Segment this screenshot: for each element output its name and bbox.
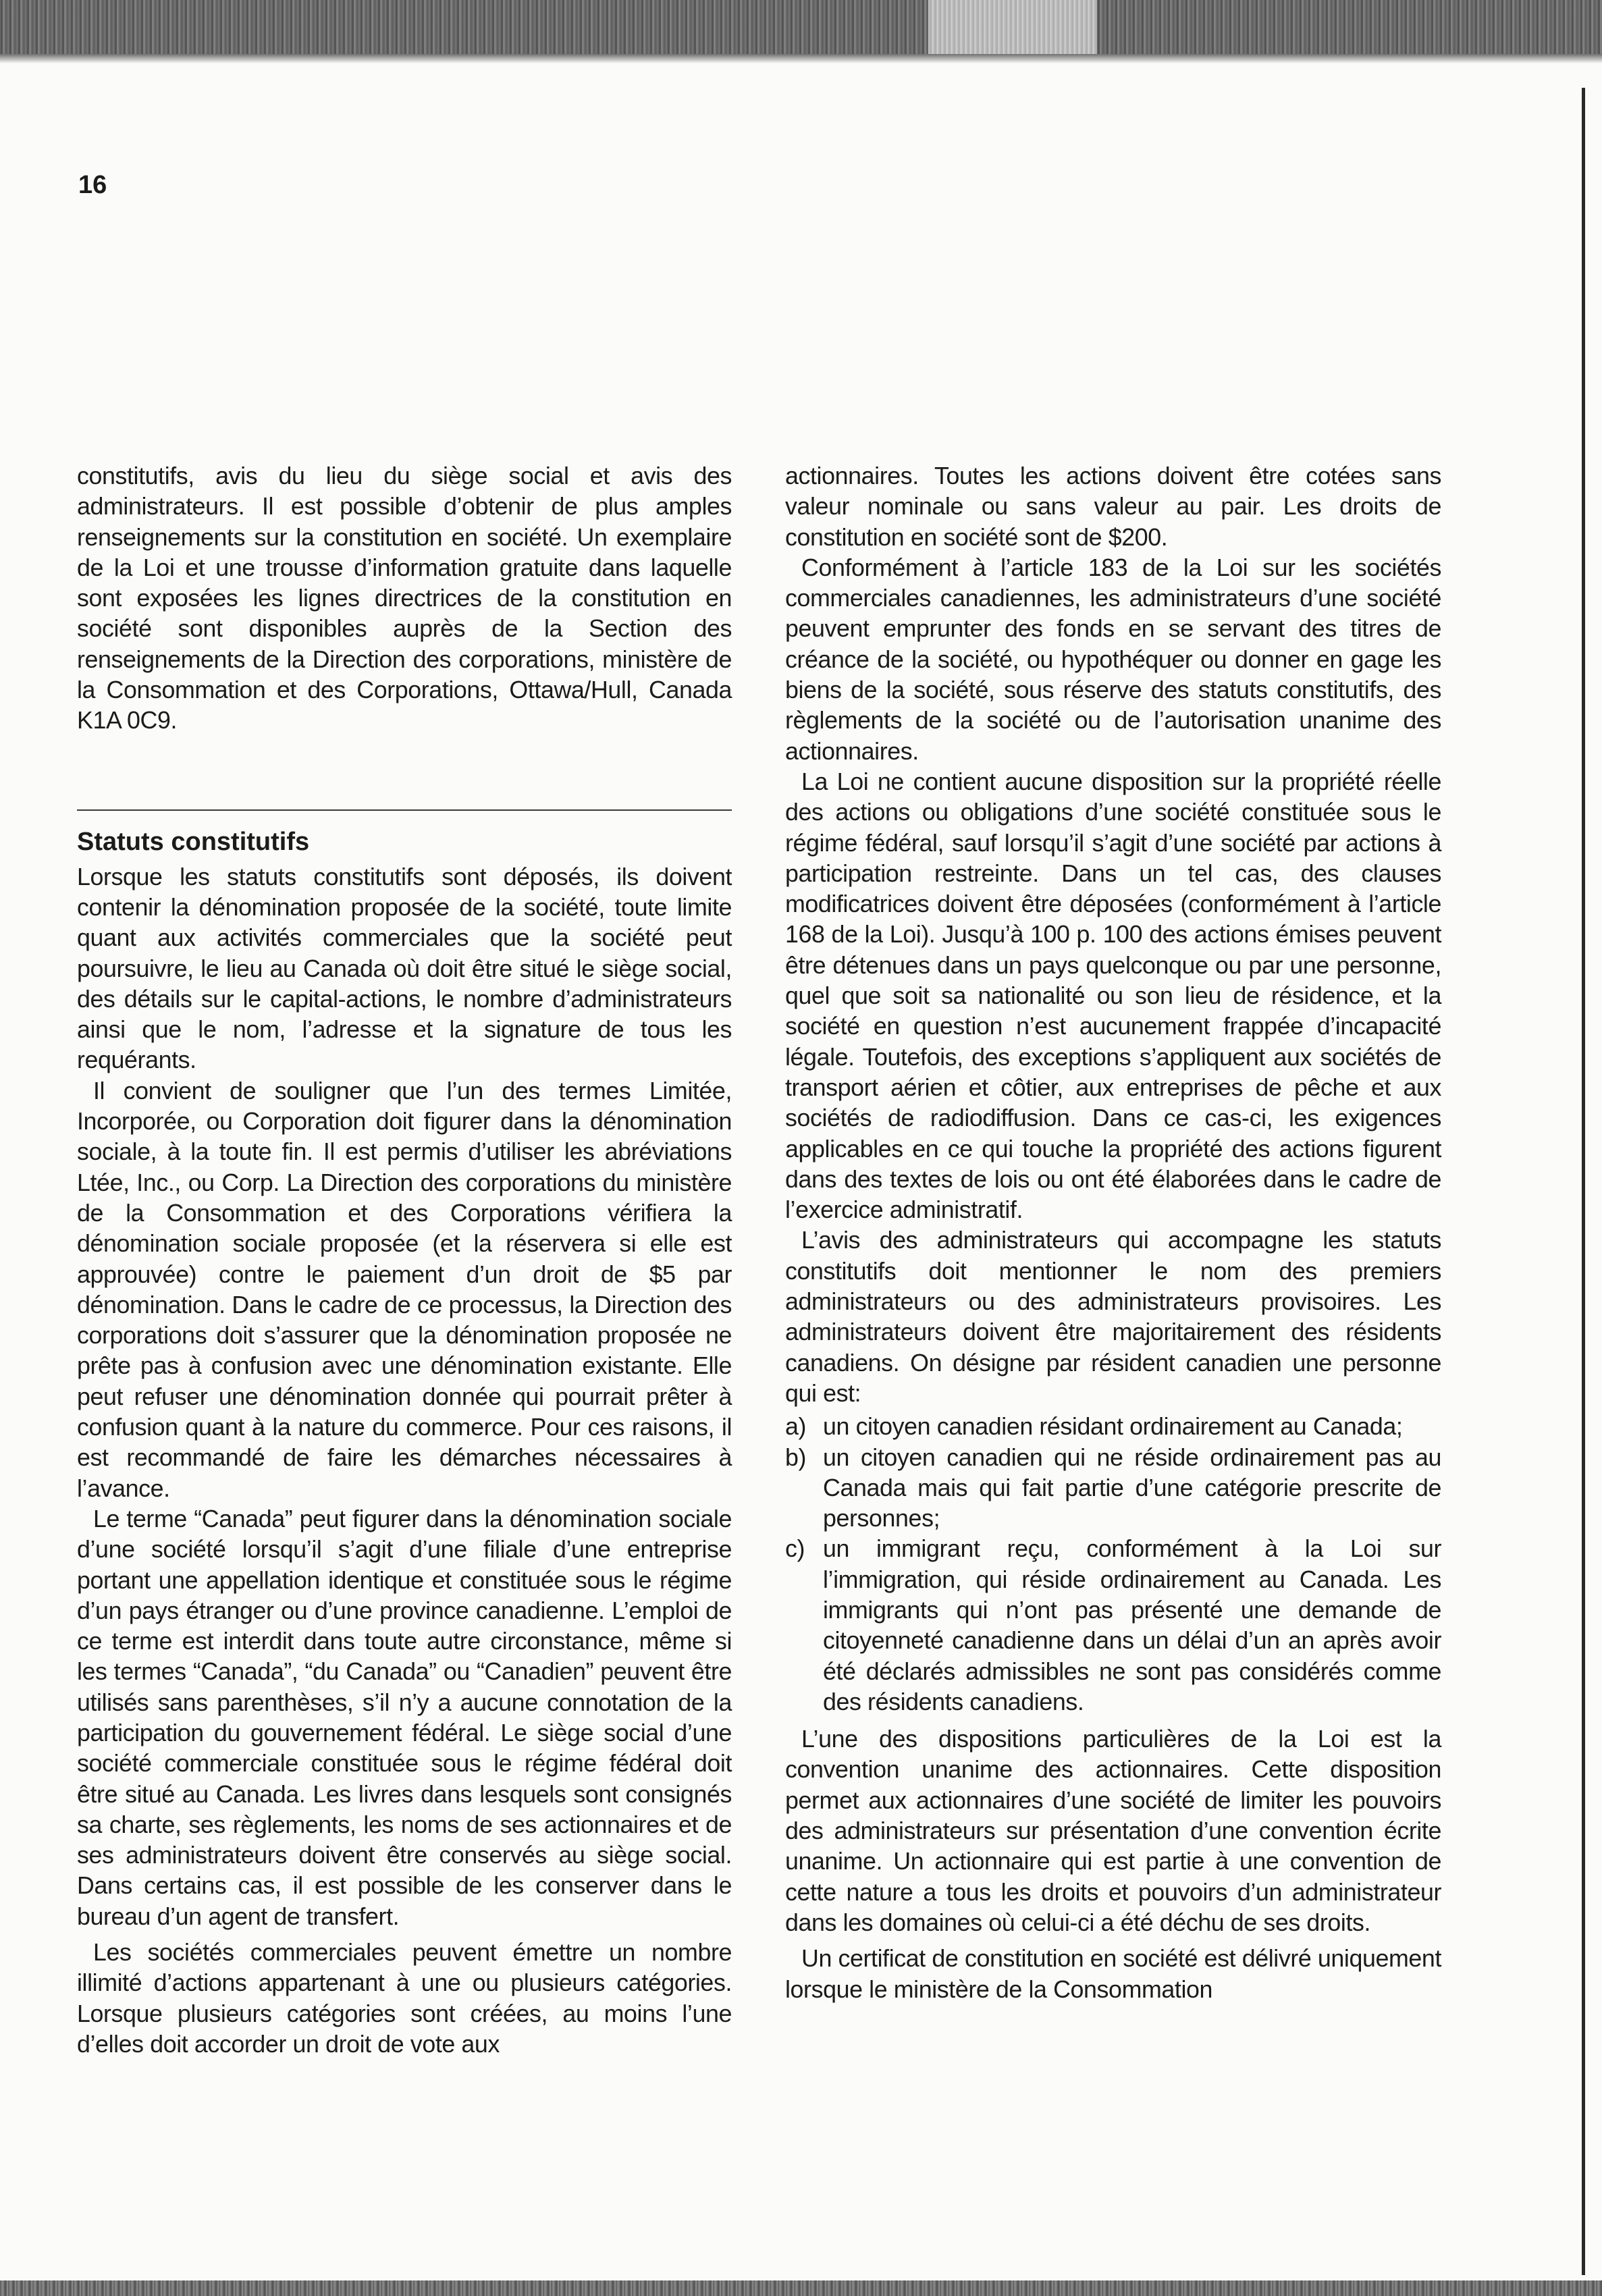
scan-top-edge <box>0 0 1602 62</box>
resident-criteria-list <box>785 1412 1441 1717</box>
left-column <box>77 461 732 2060</box>
list-marker: b) <box>785 1443 807 1471</box>
body-paragraph: Un certificat de constitution en société est délivré uniquement lorsque le ministère de la Consommation <box>785 1945 1441 2003</box>
body-paragraph: La Loi ne contient aucune disposition sur la propriété réelle des actions ou obligations d’une société constituée sous le régime fédéral, sauf lorsqu’il s’agit d’une société par actions à participation restreinte. Dans un tel cas, des clauses modificatrices doivent être déposées (conformément à l’article 168 de la Loi). Jusqu’à 100 p. 100 des actions émises peuvent être détenues dans un pays quelconque ou par une personne, quel que soit sa nationalité ou son lieu de résidence, et la société en question n’est aucunement frappée d’incapacité légale. Toutefois, des exceptions s’appliquent aux sociétés de transport aérien et côtier, aux entreprises de pêche et aux sociétés de radiodiffusion. Dans ce cas-ci, les exigences applicables en ce qui touche la propriété des actions figurent dans des textes de lois ou ont été élaborées dans le cadre de l’exercice administratif. <box>785 768 1441 1224</box>
body-paragraph: Il convient de souligner que l’un des termes Limitée, Incorporée, ou Corporation doit figurer dans la dénomination sociale, à la toute fin. Il est permis d’utiliser les abréviations Ltée, Inc., ou Corp. La Direction des corporations du ministère de la Consommation et des Corporations vérifiera la dénomination sociale proposée (et la réservera si elle est approuvée) contre le paiement d’un droit de $5 par dénomination. Dans le cadre de ce processus, la Direction des corporations doit s’assurer que la dénomination proposée ne prête pas à confusion avec une dénomination existante. Elle peut refuser une dénomination donnée qui pourrait prêter à confusion quant à la nature du commerce. Pour ces raisons, il est recommandé de faire les démarches nécessaires à l’avance. <box>77 1077 732 1502</box>
list-item <box>785 1443 1441 1534</box>
section-heading: Statuts constitutifs <box>77 827 310 856</box>
page-right-edge <box>1582 88 1585 2275</box>
right-column <box>785 461 1441 2005</box>
body-paragraph: L’avis des administrateurs qui accompagne les statuts constitutifs doit mentionner le nom des premiers administrateurs ou des administrateurs provisoires. Les administrateurs doivent être majoritairement des résidents canadiens. On désigne par résident canadien une personne qui est: <box>785 1227 1441 1407</box>
section-divider <box>77 809 732 811</box>
list-marker: a) <box>785 1413 807 1441</box>
body-paragraph: Lorsque les statuts constitutifs sont déposés, ils doivent contenir la dénomination proposée de la société, toute limite quant aux activités commerciales que la société peut poursuivre, le lieu au Canada où doit être situé le siège social, des détails sur le capital-actions, le nombre d’administrateurs ainsi que le nom, l’adresse et la signature de tous les requérants. <box>77 863 732 1074</box>
list-item <box>785 1412 1441 1442</box>
list-marker: c) <box>785 1535 805 1563</box>
body-paragraph: L’une des dispositions particulières de la Loi est la convention unanime des actionnaires. Cette disposition permet aux actionnaires d’une société de limiter les pouvoirs des administrateurs sur présentation d’une convention écrite unanime. Un actionnaire qui est partie à une convention de cette nature a tous les droits et pouvoirs d’un administrateur dans les domaines où celui-ci a été déchu de ses droits. <box>785 1726 1441 1936</box>
body-paragraph: Conformément à l’article 183 de la Loi sur les sociétés commerciales canadiennes, les administrateurs d’une société peuvent emprunter des fonds en se servant des titres de créance de la société, ou hypothéquer ou donner en gage les biens de la société, sous réserve des statuts constitutifs, des règlements de la société ou de l’autorisation unanime des actionnaires. <box>785 554 1441 765</box>
continuation-paragraph: actionnaires. Toutes les actions doivent être cotées sans valeur nominale ou sans valeur au pair. Les droits de constitution en société sont de $200. <box>785 462 1441 551</box>
scan-top-fade <box>0 54 1602 63</box>
list-item-text: un citoyen canadien qui ne réside ordinairement pas au Canada mais qui fait partie d’une catégorie prescrite de personnes; <box>823 1443 1441 1532</box>
scan-top-highlight <box>928 0 1097 62</box>
intro-paragraph: constitutifs, avis du lieu du siège social et avis des administrateurs. Il est possible d’obtenir de plus amples renseignements sur la constitution en société. Un exemplaire de la Loi et une trousse d’information gratuite dans laquelle sont exposées les lignes directrices de la constitution en société sont disponibles auprès de la Section des renseignements de la Direction des corporations, ministère de la Consommation et des Corporations, Ottawa/Hull, Canada K1A 0C9. <box>77 462 732 735</box>
list-item-text: un immigrant reçu, conformément à la Loi sur l’immigration, qui réside ordinairement au Canada. Les immigrants qui n’ont pas présenté une demande de citoyenneté canadienne dans un délai d’un an après avoir été déclarés admissibles ne sont pas considérés comme des résidents canadiens. <box>823 1535 1441 1715</box>
list-item <box>785 1534 1441 1717</box>
scan-bottom-edge <box>0 2280 1602 2296</box>
page-number: 16 <box>78 171 107 199</box>
list-item-text: un citoyen canadien résidant ordinairement au Canada; <box>823 1413 1403 1441</box>
body-paragraph: Le terme “Canada” peut figurer dans la dénomination sociale d’une société lorsqu’il s’agit d’une filiale d’une entreprise portant une appellation identique et constituée sous le régime d’un pays étranger ou d’une province canadienne. L’emploi de ce terme est interdit dans toute autre circonstance, même si les termes “Canada”, “du Canada” ou “Canadien” peuvent être utilisés sans parenthèses, s’il n’y a aucune connotation de la participation du gouvernement fédéral. Le siège social d’une société commerciale constituée sous le régime fédéral doit être situé au Canada. Les livres dans lesquels sont consignés sa charte, ses règlements, les noms de ses actionnaires et de ses administrateurs doivent être conservés au siège social. Dans certains cas, il est possible de les conserver dans le bureau d’un agent de transfert. <box>77 1505 732 1930</box>
body-paragraph: Les sociétés commerciales peuvent émettre un nombre illimité d’actions appartenant à une ou plusieurs catégories. Lorsque plusieurs catégories sont créées, au moins l’une d’elles doit accorder un droit de vote aux <box>77 1939 732 2058</box>
